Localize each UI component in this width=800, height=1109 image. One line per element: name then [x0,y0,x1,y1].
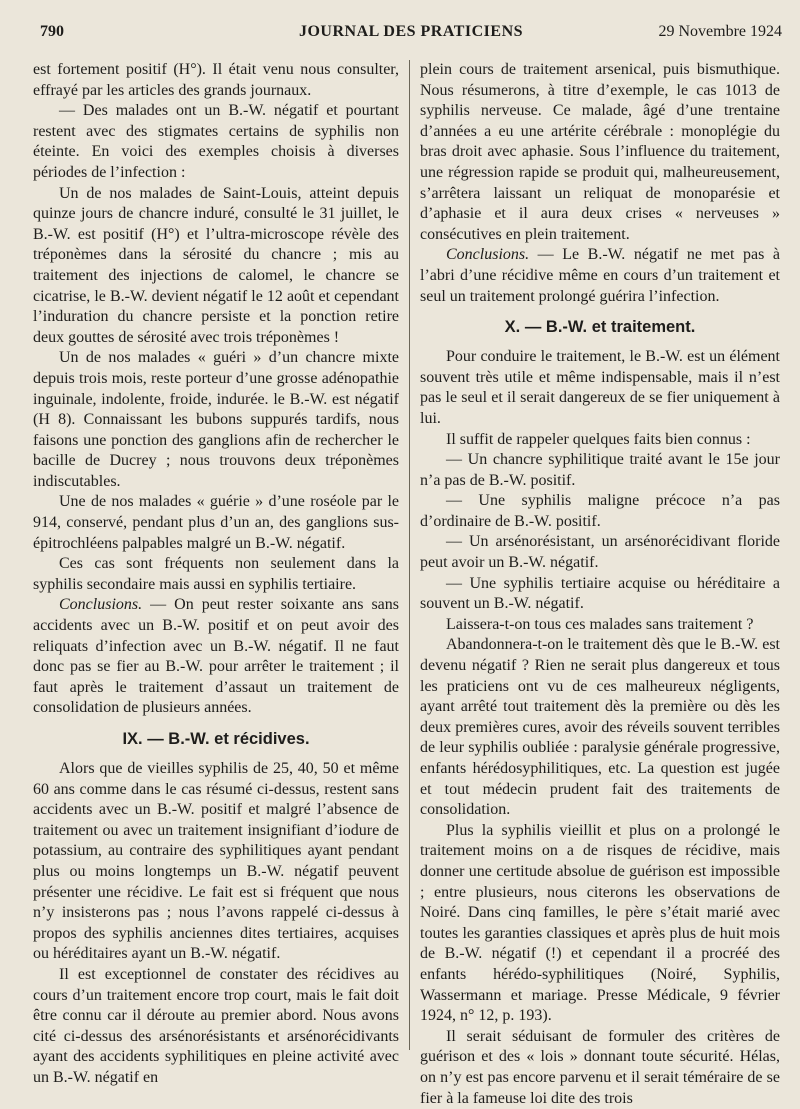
paragraph: plein cours de traitement arsenical, puis bismuthique. Nous résumerons, à titre d’exemple, le cas 1013 de syphilis nerveuse. Ce malade, âgé d’une trentaine d’années a eu une artérite cérébrale : monoplégie du bras droit avec aphasie. Sous l’influence du traitement, une régression rapide se produit qui, malheureusement, s’arrêtera laissant un reliquat de monoparésie et d’aphasie et il aura deux crises « nerveuses » consécutives en plein traitement. [420,61,780,243]
running-head [40,22,782,42]
paragraph: — Un arsénorésistant, un arsénorécidivant floride peut avoir un B.-W. négatif. [420,533,780,572]
paragraph: Pour conduire le traitement, le B.-W. est un élément souvent très utile et même indispensable, mais il n’est pas le seul et il serait dangereux de se fier uniquement à lui. [420,348,780,427]
column-divider [409,60,410,1050]
conclusion-text: — On peut rester soixante ans sans accidents avec un B.-W. positif et on peut avoir des reliquats d’infection avec un B.-W. négatif. Il ne faut donc pas se fier au B.-W. pour arrêter le traitement ; il faut après le traitement d’assaut un traitement de consolidation de plusieurs années. [33,596,399,717]
paragraph: est fortement positif (H°). Il était venu nous consulter, effrayé par les articles des grands journaux. [33,61,399,99]
paragraph: Abandonnera-t-on le traitement dès que le B.-W. est devenu négatif ? Rien ne serait plus dangereux et tous les praticiens ont vu de ces malheureux négligents, ayant arrêté tout traitement dès la première ou dès les deux premières cures, avoir des réveils souvent terribles de leur syphilis oubliée : paralysie générale progressive, enfants hérédosyphilitiques, etc. La question est jugée et tout médecin prudent fait des traitements de consolidation. [420,636,780,819]
conclusion-paragraph [420,245,780,307]
paragraph: — Une syphilis maligne précoce n’a pas d’ordinaire de B.-W. positif. [420,492,780,530]
paragraph: Un de nos malades de Saint-Louis, atteint depuis quinze jours de chancre induré, consulté le 31 juillet, le B.-W. est positif (H°) et l’ultra-microscope révèle des tréponèmes dans la sérosité du chancre ; mis au traitement des injections de calomel, le chancre se cicatrise, le B.-W. devient négatif le 12 août et cependant l’induration du chancre persiste et la ponction retire deux gouttes de sérosité avec trois tréponèmes ! [33,184,399,346]
section-heading-x: X. — B.-W. et traitement. [504,318,696,337]
paragraph: — Un chancre syphilitique traité avant le 15e jour n’a pas de B.-W. positif. [420,451,780,489]
paragraph: — Une syphilis tertiaire acquise ou héréditaire a souvent un B.-W. négatif. [420,574,780,613]
page-number: 790 [40,23,64,40]
section-heading-ix: IX. — B.-W. et récidives. [122,730,310,748]
left-column [33,60,399,1089]
right-column [420,60,780,1109]
paragraph: Laissera-t-on tous ces malades sans traitement ? [446,615,754,633]
paragraph: Un de nos malades « guéri » d’un chancre mixte depuis trois mois, reste porteur d’une grosse adénopathie inguinale, indolente, froide, indurée. le B.-W. est négatif (H 8). Connaissant les bubons suppurés tardifs, nous faisons une ponction des ganglions afin de rechercher le bacille de Ducrey ; nous trouvons deux tréponèmes indiscutables. [33,349,399,490]
issue-date: 29 Novembre 1924 [658,23,782,40]
paragraph: Il serait séduisant de formuler des critères de guérison et des « lois » donnant toute sécurité. Hélas, on n’y est pas encore parvenu et il serait téméraire de se fier à la fameuse loi dite des trois [420,1027,780,1107]
conclusion-label: Conclusions. [446,246,530,264]
paragraph: Plus la syphilis vieillit et plus on a prolongé le traitement moins on a de risques de récidive, mais donner une certitude absolue de guérison est impossible ; entre plusieurs, nous citerons les observations de Noiré. Dans cinq familles, le père s’était marié avec toutes les garanties classiques et après plus de huit mois de B.-W. négatif (!) et cependant il a procréé des enfants hérédo-syphilitiques (Noiré, Syphilis, Wassermann et mariage. Presse Médicale, 9 février 1924, n° 12, p. 193). [420,821,780,1025]
paragraph: Une de nos malades « guérie » d’une roséole par le 914, conservé, pendant plus d’un an, des ganglions sus-épitrochléens palpables malgré un B.-W. négatif. [33,493,399,552]
paragraph: Il suffit de rappeler quelques faits bien connus : [446,430,751,448]
paragraph: Alors que de vieilles syphilis de 25, 40, 50 et même 60 ans comme dans le cas résumé ci-dessus, restent sans accidents avec un B.-W. positif et malgré l’absence de traitement ou avec un traitement insignifiant d’iodure de potassium, au contraire des syphilitiques ayant pendant plus ou moins longtemps un B.-W. négatif peuvent présenter une récidive. Le fait est si fréquent que nous n’y insisterons pas ; nous l’avons rappelé ci-dessus à propos des syphilis anciennes dites tertiaires, acquises ou héréditaires ayant un B.-W. négatif. [33,760,399,963]
conclusion-paragraph [33,595,399,719]
paragraph: Il est exceptionnel de constater des récidives au cours d’un traitement encore trop court, mais le fait doit être connu car il déroute au premier abord. Nous avons cité ci-dessus des arsénorésistants et arsénorécidivants ayant des accidents syphilitiques en pleine activité avec un B.-W. négatif en [33,965,399,1086]
conclusion-text: — Le B.-W. négatif ne met pas à l’abri d’une récidive même en cours d’un traitement et seul un traitement prolongé guérira l’infection. [420,246,780,305]
conclusion-label: Conclusions. [59,596,143,614]
paragraph: Ces cas sont fréquents non seulement dans la syphilis secondaire mais aussi en syphilis tertiaire. [33,555,399,593]
journal-title: JOURNAL DES PRATICIENS [298,23,524,40]
paragraph: — Des malades ont un B.-W. négatif et pourtant restent avec des stigmates certains de syphilis non éteinte. En voici des exemples choisis à diverses périodes de l’infection : [33,102,399,181]
